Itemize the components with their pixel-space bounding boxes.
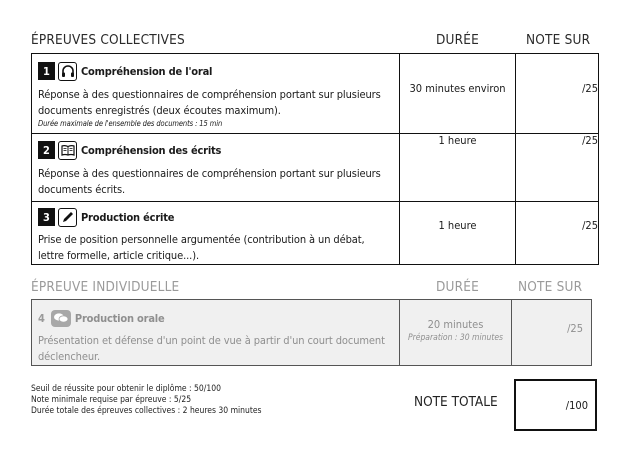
exam-number: 1 bbox=[38, 62, 55, 80]
footnotes bbox=[31, 384, 262, 417]
exam-title: Compréhension des écrits bbox=[81, 143, 222, 157]
exam-number: 3 bbox=[38, 208, 55, 226]
exam-duration: 1 heure bbox=[400, 134, 516, 202]
collective-table bbox=[31, 53, 599, 265]
exam-title: Production écrite bbox=[81, 210, 175, 224]
total-score-box: /100 bbox=[514, 379, 597, 431]
exam-description: Réponse à des questionnaires de compréhension portant sur plusieurs documents écrits. bbox=[38, 167, 381, 196]
exam-duration: 1 heure bbox=[400, 202, 516, 265]
exam-score: /25 bbox=[516, 134, 599, 202]
exam-score: /25 bbox=[512, 300, 592, 366]
table-row bbox=[32, 300, 592, 366]
exam-score: /25 bbox=[516, 202, 599, 265]
pencil-icon bbox=[58, 208, 77, 227]
exam-description: Prise de position personnelle argumentée (contribution à un débat, lettre formelle, article critique...). bbox=[38, 233, 365, 262]
footnote-pass-threshold: Seuil de réussite pour obtenir le diplôme : 50/100 bbox=[31, 384, 221, 394]
exam-description: Présentation et défense d'un point de vue à partir d'un court document déclencheur. bbox=[38, 334, 385, 363]
exam-title: Compréhension de l'oral bbox=[81, 64, 213, 78]
individual-heading: ÉPREUVE INDIVIDUELLE bbox=[31, 279, 180, 295]
exam-title: Production orale bbox=[74, 311, 165, 325]
table-row bbox=[32, 134, 599, 202]
footnote-minimum-score: Note minimale requise par épreuve : 5/25 bbox=[31, 395, 192, 405]
book-icon bbox=[58, 141, 77, 160]
exam-description: Réponse à des questionnaires de compréhension portant sur plusieurs documents enregistrés (deux écoutes maximum). bbox=[38, 88, 381, 117]
headphones-icon bbox=[58, 62, 77, 81]
exam-duration: 30 minutes environ bbox=[400, 54, 516, 134]
speech-bubbles-icon bbox=[51, 310, 71, 327]
footnote-total-duration: Durée totale des épreuves collectives : 2 heures 30 minutes bbox=[31, 406, 262, 416]
collective-score-heading: NOTE SUR bbox=[526, 32, 591, 48]
individual-score-heading: NOTE SUR bbox=[518, 279, 583, 295]
exam-number: 2 bbox=[38, 141, 55, 159]
exam-score: /25 bbox=[516, 54, 599, 134]
total-label: NOTE TOTALE bbox=[414, 394, 498, 410]
collective-duration-heading: DURÉE bbox=[436, 32, 480, 48]
individual-table bbox=[31, 299, 592, 366]
table-row bbox=[32, 54, 599, 134]
exam-duration: 20 minutes bbox=[427, 318, 484, 331]
collective-heading: ÉPREUVES COLLECTIVES bbox=[31, 32, 185, 48]
exam-preparation: Préparation : 30 minutes bbox=[407, 333, 504, 343]
exam-number: 4 bbox=[38, 311, 45, 325]
exam-note: Durée maximale de l'ensemble des documents : 15 min bbox=[38, 119, 223, 128]
individual-duration-heading: DURÉE bbox=[436, 279, 480, 295]
table-row bbox=[32, 202, 599, 265]
